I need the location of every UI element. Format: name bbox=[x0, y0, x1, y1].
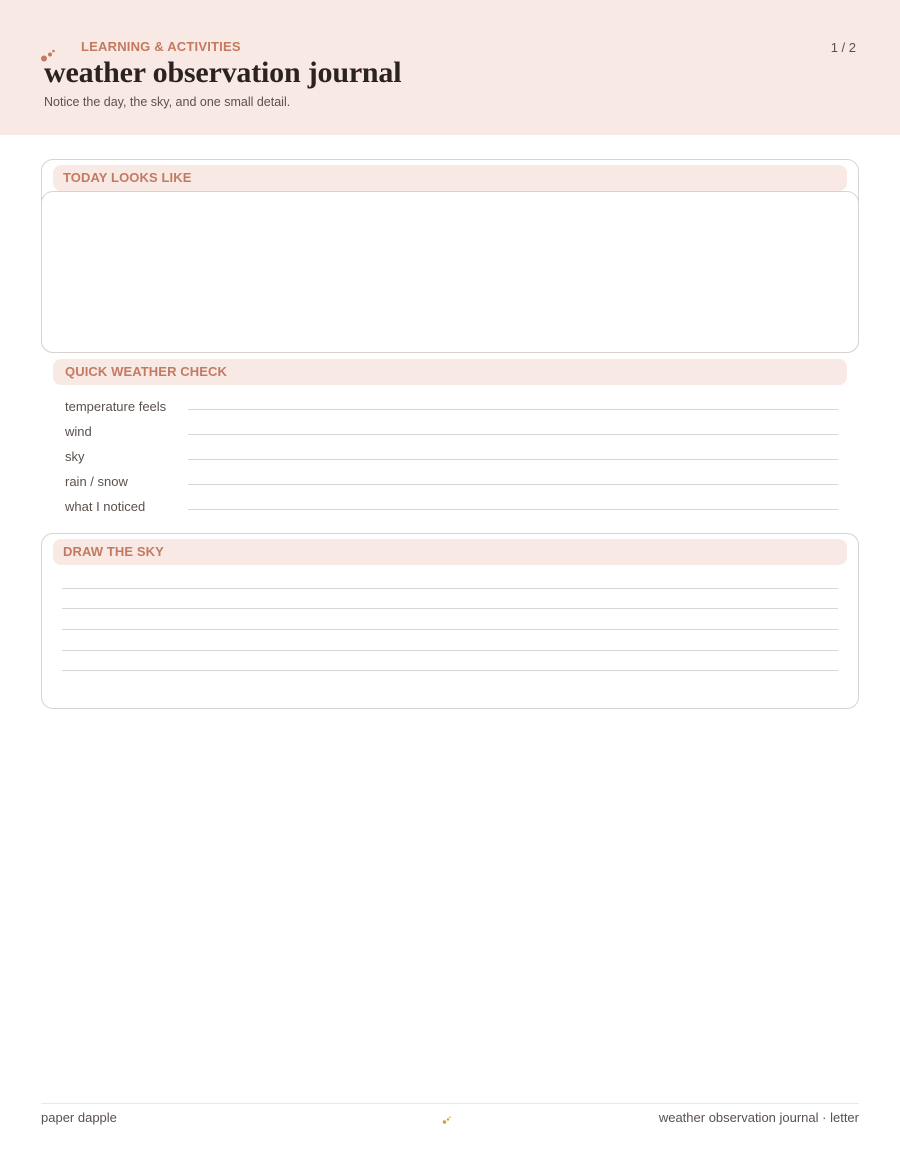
answer-line[interactable] bbox=[188, 509, 838, 510]
check-label: what I noticed bbox=[65, 499, 146, 514]
check-row-wind bbox=[65, 424, 838, 444]
check-row-sky bbox=[65, 449, 838, 469]
footer-brand: paper dapple bbox=[41, 1110, 117, 1125]
check-row-noticed bbox=[65, 499, 838, 519]
check-row-rain-snow bbox=[65, 474, 838, 494]
draw-sky-section-header: DRAW THE SKY bbox=[53, 539, 847, 565]
check-row-temperature bbox=[65, 399, 838, 419]
page-number: 1 / 2 bbox=[830, 40, 856, 55]
page-title: weather observation journal bbox=[44, 56, 402, 89]
footer-divider bbox=[41, 1103, 859, 1104]
drawing-line[interactable] bbox=[62, 629, 838, 630]
check-label: sky bbox=[65, 449, 85, 464]
drawing-line[interactable] bbox=[62, 588, 838, 589]
drawing-line[interactable] bbox=[62, 650, 838, 651]
today-section-header: TODAY LOOKS LIKE bbox=[53, 165, 847, 191]
page-header bbox=[0, 0, 900, 135]
answer-line[interactable] bbox=[188, 459, 838, 460]
today-writing-box[interactable] bbox=[41, 191, 859, 353]
check-label: temperature feels bbox=[65, 399, 167, 414]
quick-check-section-header: QUICK WEATHER CHECK bbox=[53, 359, 847, 385]
category-label: LEARNING & ACTIVITIES bbox=[81, 39, 241, 54]
footer-doc-info: weather observation journal · letter bbox=[658, 1110, 859, 1125]
dots-logo-icon bbox=[442, 1116, 451, 1125]
check-label: wind bbox=[65, 424, 92, 439]
check-label: rain / snow bbox=[65, 474, 128, 489]
drawing-line[interactable] bbox=[62, 608, 838, 609]
answer-line[interactable] bbox=[188, 409, 838, 410]
drawing-line[interactable] bbox=[62, 670, 838, 671]
page-subtitle: Notice the day, the sky, and one small detail. bbox=[44, 95, 291, 109]
answer-line[interactable] bbox=[188, 484, 838, 485]
answer-line[interactable] bbox=[188, 434, 838, 435]
